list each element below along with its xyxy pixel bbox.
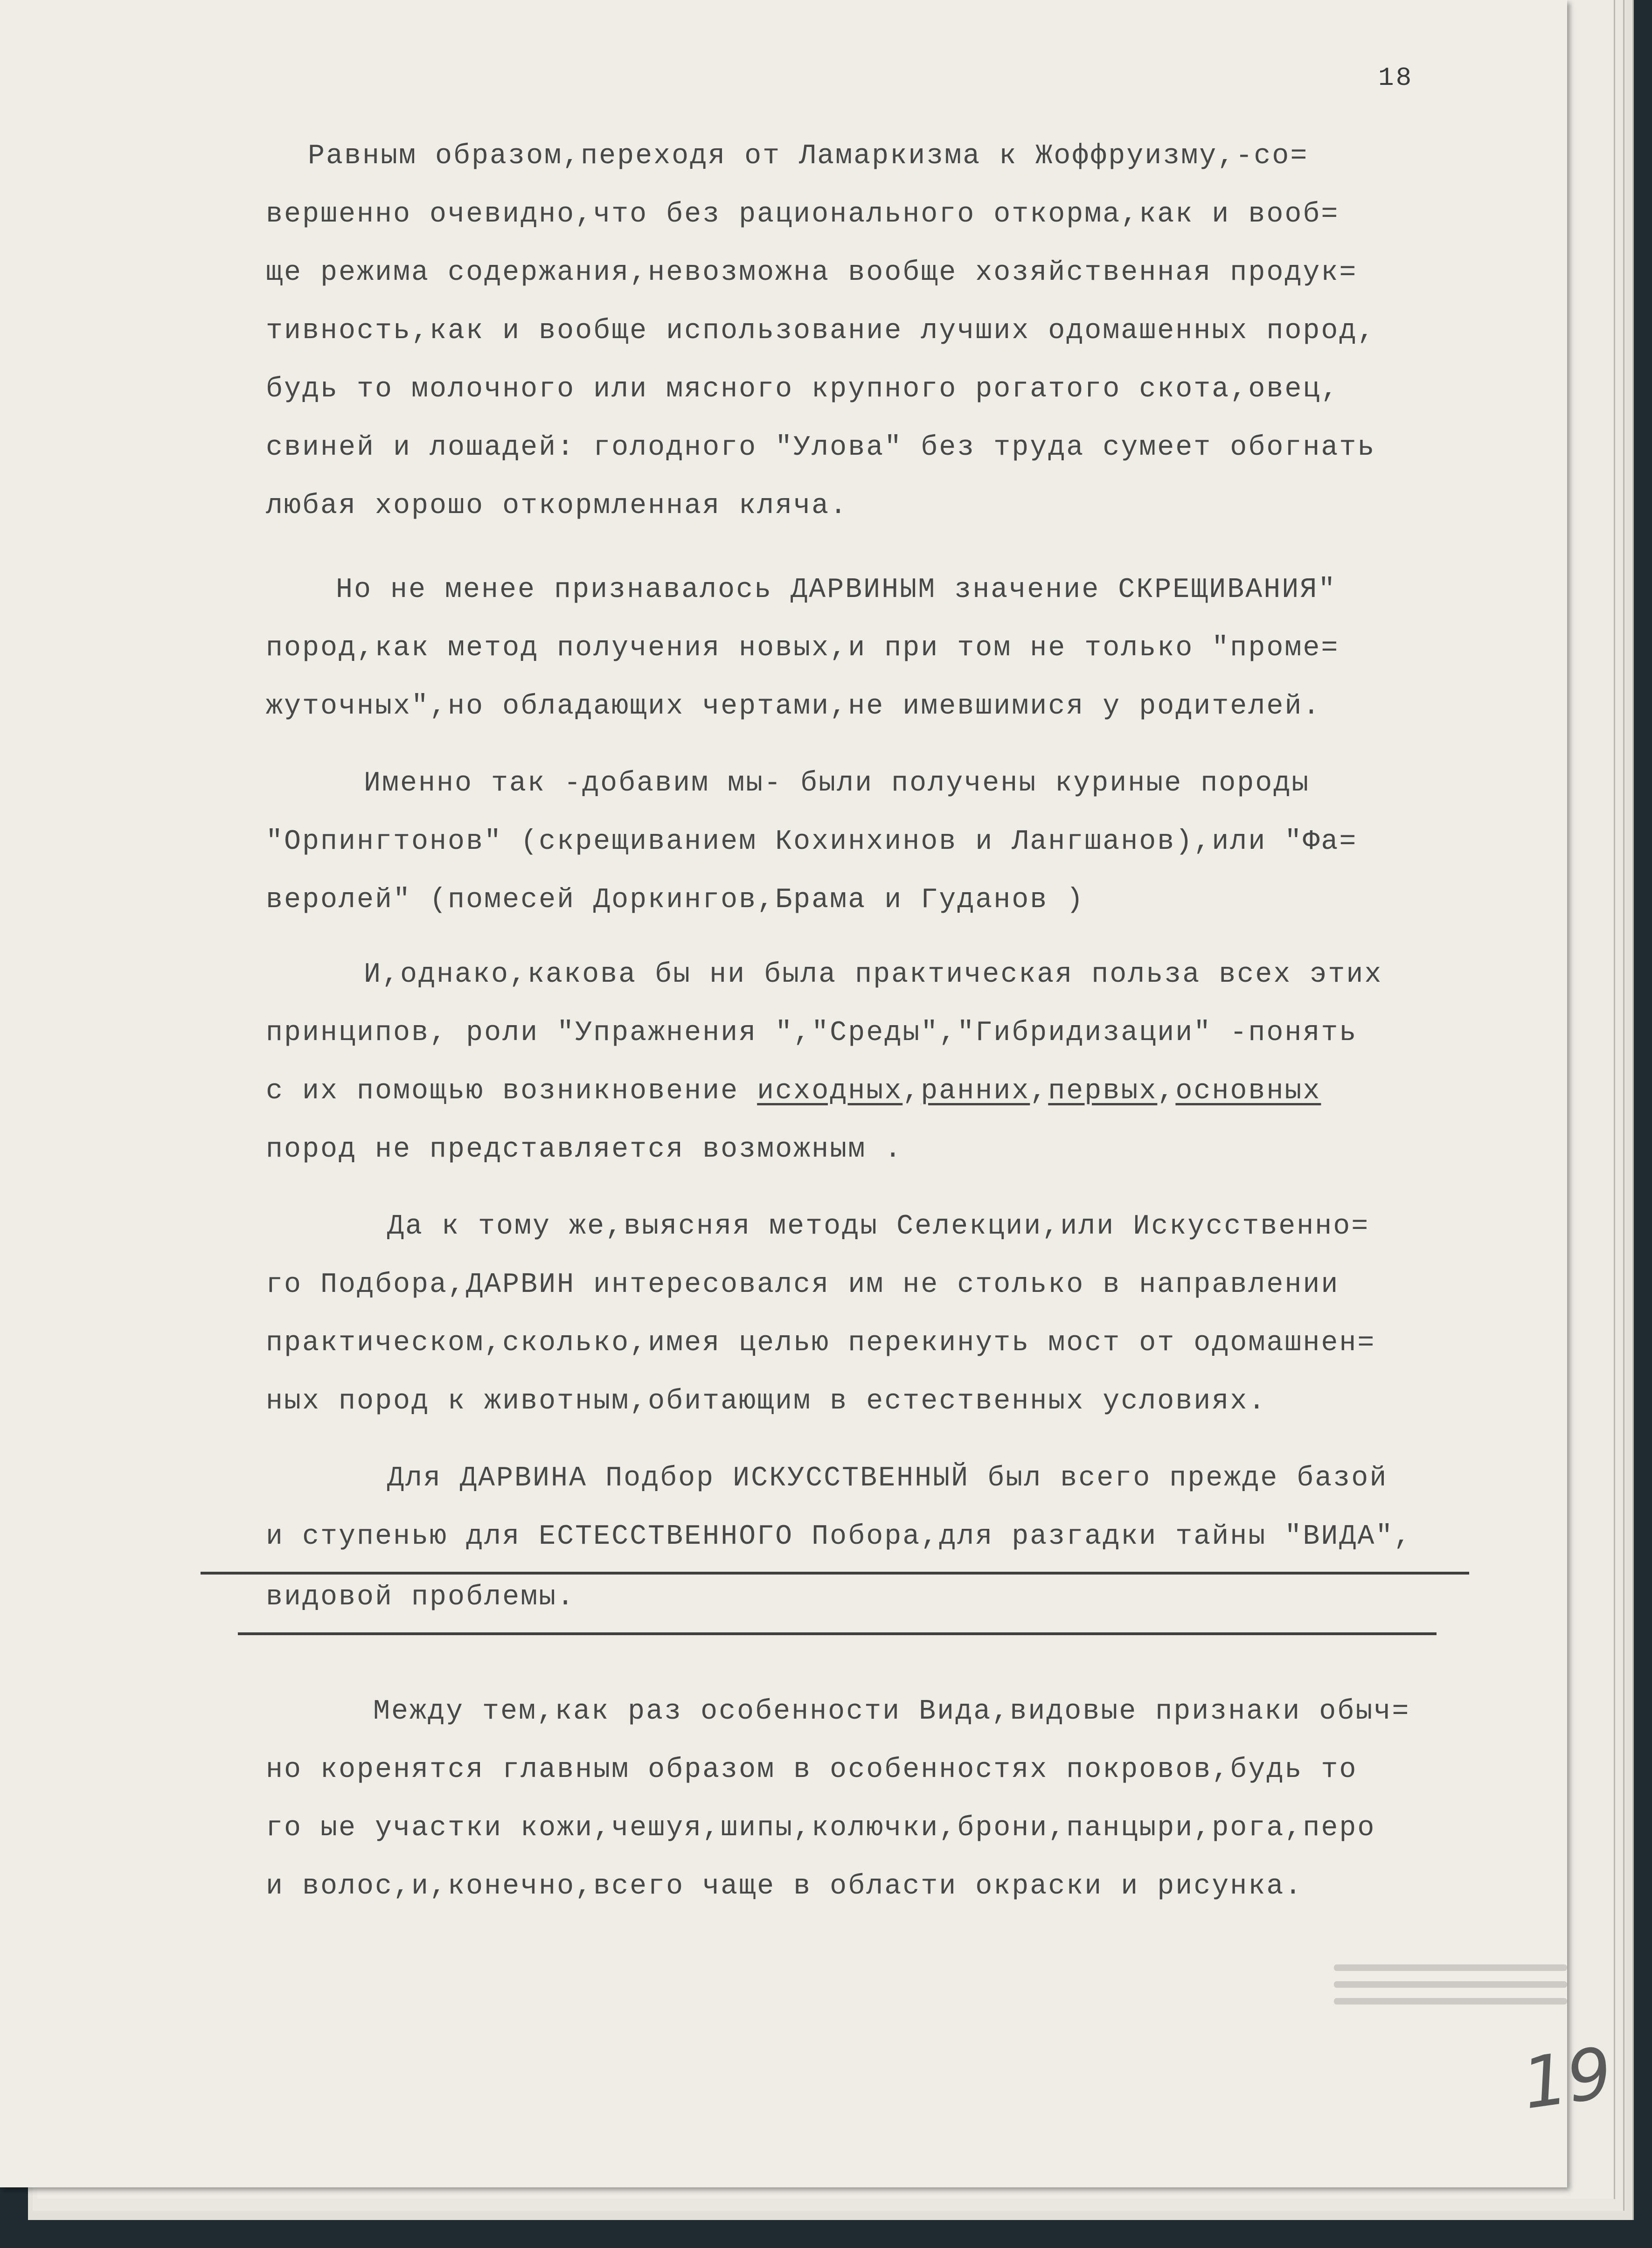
text-line: И,однако,какова бы ни была практическая польза всех этих	[364, 959, 1383, 991]
text-line-start: с их помощью возникновение	[266, 1075, 757, 1107]
text-line: пород не представляется возможным .	[266, 1134, 903, 1166]
horizontal-rule	[201, 1572, 1469, 1575]
text-line: го ые участки кожи,чешуя,шипы,колючки,брони,панцыри,рога,перо	[266, 1812, 1376, 1844]
text-line: Да к тому же,выясняя методы Селекции,или Искусственно=	[387, 1211, 1370, 1242]
text-line: Именно так -добавим мы- были получены куриные породы	[364, 768, 1310, 799]
underlined-word: исходных	[757, 1075, 903, 1107]
text-line: го Подбора,ДАРВИН интересовался им не столько в направлении	[266, 1269, 1340, 1301]
text-line: жуточных",но обладающих чертами,не имевшимися у родителей.	[266, 691, 1321, 722]
text-line: "Орпингтонов" (скрещиванием Кохинхинов и Лангшанов),или "Фа=	[266, 826, 1358, 858]
text-line: практическом,сколько,имея целью перекинуть мост от одомашнен=	[266, 1327, 1376, 1359]
text-line: Между тем,как раз особенности Вида,видовые признаки обыч=	[373, 1696, 1410, 1728]
text-line: видовой проблемы.	[266, 1582, 576, 1613]
text-line: любая хорошо откормленная кляча.	[266, 490, 848, 522]
text-line: свиней и лошадей: голодного "Улова" без труда сумеет обогнать	[266, 432, 1376, 464]
handwritten-folio-number: 19	[1517, 2032, 1617, 2125]
text-line: тивность,как и вообще использование лучших одомашенных пород,	[266, 315, 1376, 347]
text-line: ных пород к животным,обитающим в естественных условиях.	[266, 1386, 1267, 1417]
text-line: веролей" (помесей Доркингов,Брама и Гуданов )	[266, 884, 1085, 916]
text-line: будь то молочного или мясного крупного рогатого скота,овец,	[266, 374, 1340, 405]
text-line: но коренятся главным образом в особенностях покровов,будь то	[266, 1754, 1358, 1786]
text-line: пород,как метод получения новых,и при том не только "проме=	[266, 632, 1340, 664]
text-line: принципов, роли "Упражнения ","Среды","Гибридизации" -понять	[266, 1017, 1358, 1049]
text-line: Для ДАРВИНА Подбор ИСКУССТВЕННЫЙ был всего прежде базой	[387, 1463, 1388, 1494]
text-line: Но не менее признавалось ДАРВИНЫМ значение СКРЕЩИВАНИЯ"	[336, 574, 1337, 606]
text-line: ще режима содержания,невозможна вообще хозяйственная продук=	[266, 257, 1358, 289]
page-number: 18	[1378, 63, 1414, 93]
underlined-word: первых	[1048, 1075, 1158, 1107]
text-line: вершенно очевидно,что без рационального откорма,как и вооб=	[266, 199, 1340, 230]
text-line: Равным образом,переходя от Ламаркизма к Жоффруизму,-со=	[308, 140, 1309, 172]
text-line: с их помощью возникновение исходных,ранних,первых,основных	[266, 1075, 1321, 1107]
horizontal-rule	[238, 1632, 1437, 1635]
text-line: и волос,и,конечно,всего чаще в области окраски и рисунка.	[266, 1871, 1303, 1902]
underlined-word: ранних	[921, 1075, 1030, 1107]
underlined-word: основных	[1175, 1075, 1321, 1107]
text-line: и ступенью для ЕСТЕССТВЕННОГО Побора,для разгадки тайны "ВИДА",	[266, 1521, 1412, 1553]
